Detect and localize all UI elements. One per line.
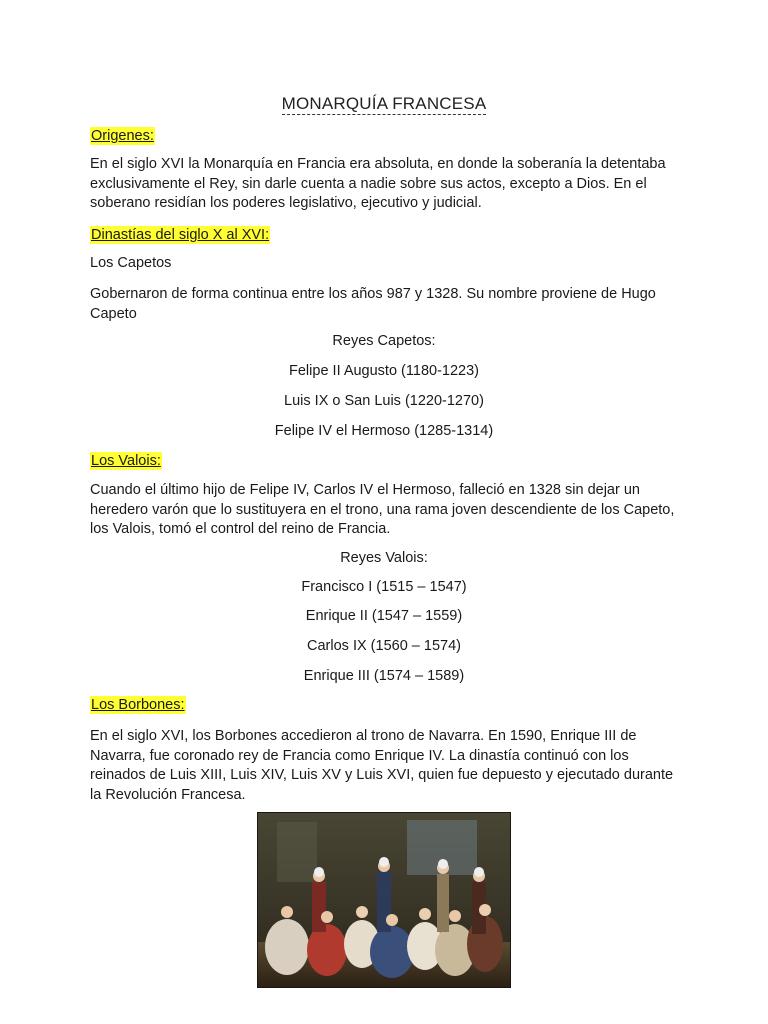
king-item: Luis IX o San Luis (1220-1270) — [284, 393, 484, 409]
king-item: Carlos IX (1560 – 1574) — [307, 638, 461, 654]
heading-valois: Los Valois: — [91, 453, 161, 469]
king-item: Felipe IV el Hermoso (1285-1314) — [274, 423, 494, 439]
king-item: Enrique III (1574 – 1589) — [303, 668, 465, 684]
paragraph-origenes: En el siglo XVI la Monarquía en Francia era absoluta, en donde la soberanía la detentaba exclusivamente el Rey, sin darle cuenta a nadie sobre sus actos, excepto a Dios. En el soberano residían los poderes legislativo, ejecutivo y judicial. — [90, 156, 666, 211]
page-title: MONARQUÍA FRANCESA — [281, 94, 487, 113]
heading-dinastias: Dinastías del siglo X al XVI: — [91, 227, 270, 243]
heading-borbones: Los Borbones: — [91, 697, 185, 713]
king-item: Enrique II (1547 – 1559) — [305, 608, 463, 624]
kings-title-valois: Reyes Valois: — [340, 550, 428, 566]
paragraph-capetos: Gobernaron de forma continua entre los años 987 y 1328. Su nombre proviene de Hugo Capeto — [90, 286, 656, 322]
royal-family-painting — [257, 812, 511, 988]
subtitle-capetos: Los Capetos — [90, 255, 172, 271]
kings-title-capetos: Reyes Capetos: — [332, 333, 436, 349]
king-item: Francisco I (1515 – 1547) — [301, 579, 467, 595]
king-item: Felipe II Augusto (1180-1223) — [289, 363, 479, 379]
heading-origenes: Origenes: — [91, 128, 154, 144]
paragraph-valois: Cuando el último hijo de Felipe IV, Carlos IV el Hermoso, falleció en 1328 sin dejar un heredero varón que lo sustituyera en el trono, una rama joven descendiente de los Capeto, los Valois, tomó el control del reino de Francia. — [90, 482, 675, 537]
paragraph-borbones: En el siglo XVI, los Borbones accedieron al trono de Navarra. En 1590, Enrique III de Navarra, fue coronado rey de Francia como Enrique IV. La dinastía continuó con los reinados de Luis XIII, Luis XIV, Luis XV y Luis XVI, quien fue depuesto y ejecutado durante la Revolución Francesa. — [90, 728, 674, 803]
painting-image — [257, 812, 511, 988]
